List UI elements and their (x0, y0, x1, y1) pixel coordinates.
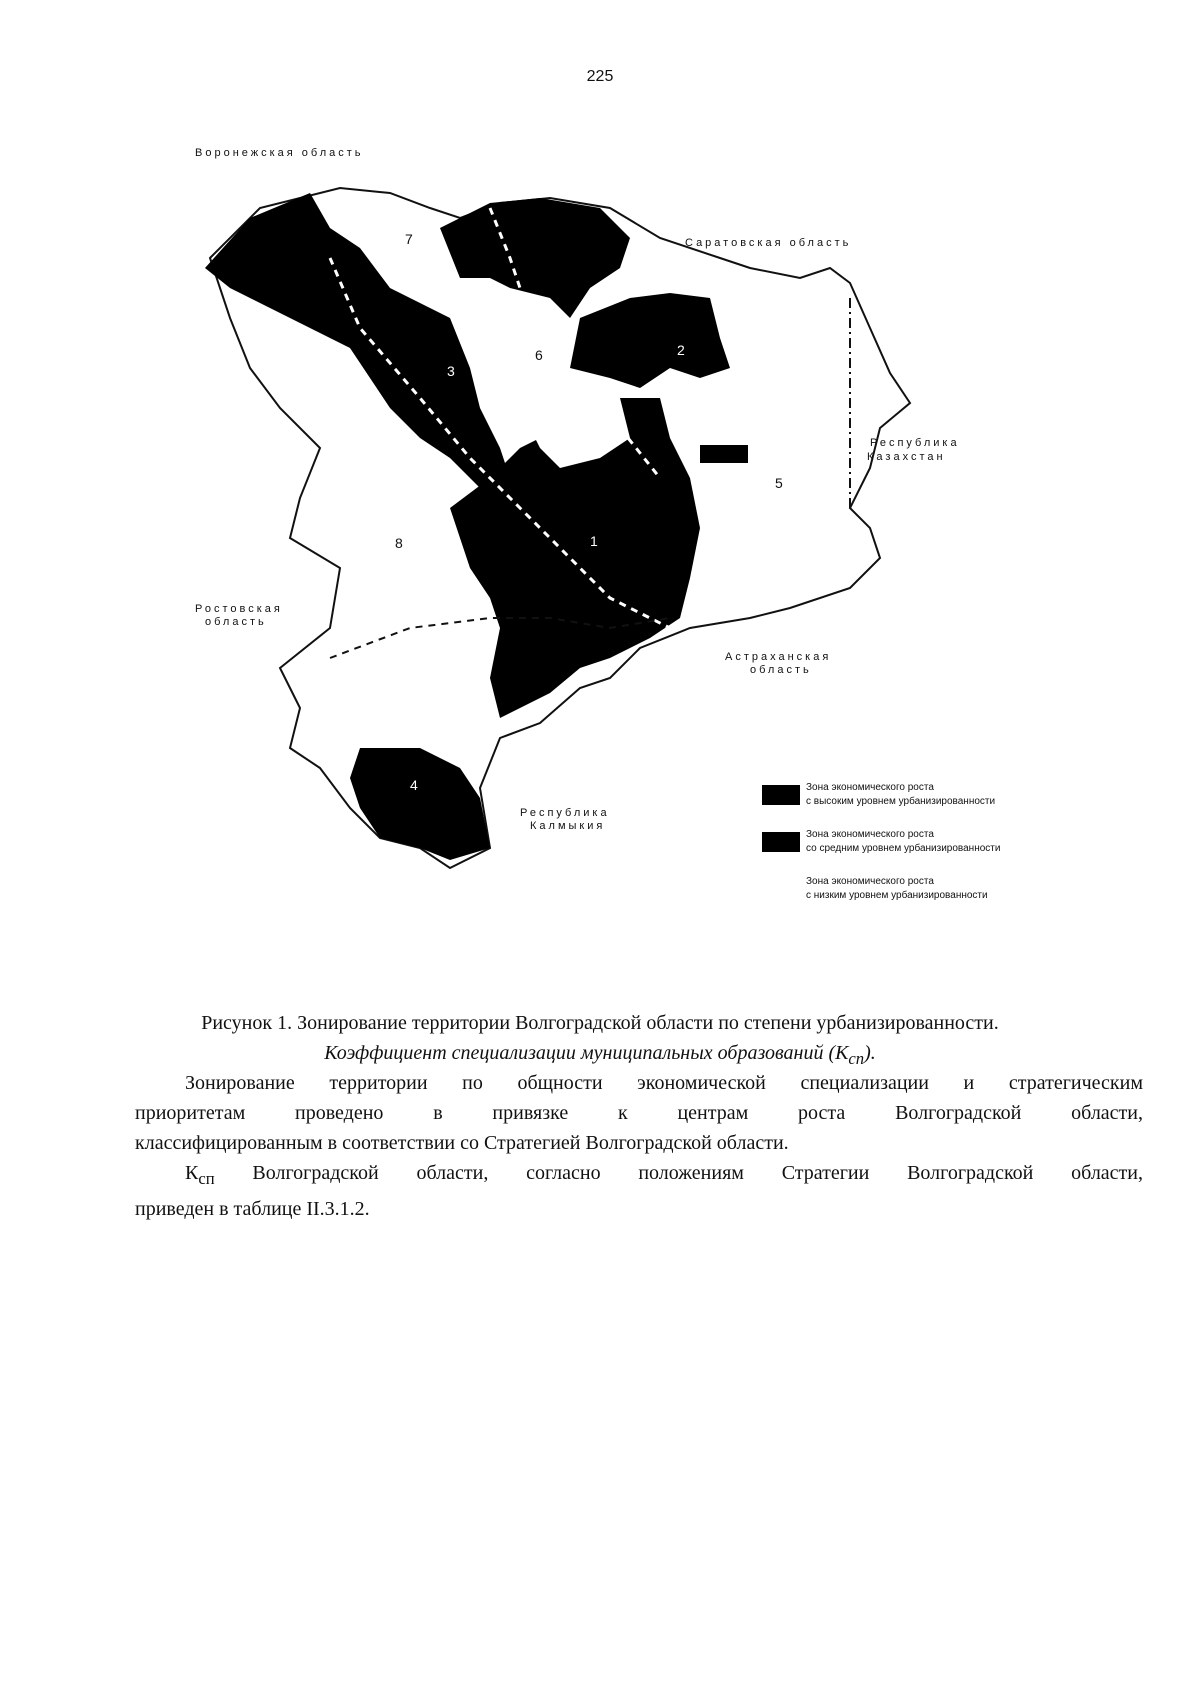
zone-number-6: 6 (535, 347, 543, 363)
label-voronezh: Воронежская область (195, 148, 364, 159)
label-astrakhan-2: область (750, 664, 812, 676)
legend-text-medium: Зона экономического роста со средним уровнем урбанизированности (806, 829, 1001, 854)
paragraph-2-sub: сп (198, 1169, 215, 1188)
label-kalmykia-1: Республика (520, 807, 610, 819)
label-kazakhstan-2: Казахстан (867, 451, 946, 463)
zone-connector (700, 445, 748, 463)
label-rostov-2: область (205, 616, 267, 628)
paragraph-1-line-1: Зонирование территории по общности экономической специализации и стратегическим (185, 1072, 1143, 1094)
label-saratov: Саратовская область (685, 237, 852, 249)
paragraph-1-line-2: приоритетам проведено в привязке к центрам роста Волгоградской области, (135, 1102, 1143, 1124)
paragraph-2-line-2: приведен в таблице II.3.1.2. (135, 1198, 370, 1220)
zone-number-2: 2 (677, 342, 685, 358)
legend-swatch-low (762, 879, 800, 899)
zone-number-5: 5 (775, 475, 783, 491)
zone-number-3: 3 (447, 363, 455, 379)
body-text (135, 1068, 1143, 1224)
map-legend (762, 781, 1062, 922)
zone-number-1: 1 (590, 533, 598, 549)
label-kazakhstan-1: Республика (870, 437, 960, 449)
paragraph-2-k: К (185, 1162, 199, 1184)
legend-swatch-high (762, 785, 800, 805)
page-number: 225 (586, 68, 614, 85)
paragraph-1 (135, 1068, 1143, 1098)
caption-subtitle-sub: сп (848, 1049, 865, 1068)
zone-number-8: 8 (395, 535, 403, 551)
legend-text-high: Зона экономического роста с высоким уровнем урбанизированности (806, 782, 996, 807)
legend-text-low: Зона экономического роста с низким уровнем урбанизированности (806, 876, 988, 901)
paragraph-2-rest: Волгоградской области, согласно положениям Стратегии Волгоградской области, (214, 1162, 1143, 1184)
zone-number-4: 4 (410, 777, 418, 793)
paragraph-2 (135, 1158, 1143, 1194)
paragraph-1-line-3: классифицированным в соответствии со Стратегией Волгоградской области. (135, 1132, 789, 1154)
legend-swatch-medium (762, 832, 800, 852)
legend-item-low (762, 875, 1062, 909)
label-astrakhan-1: Астраханская (725, 651, 832, 663)
legend-item-high (762, 781, 1062, 815)
figure-caption (0, 1008, 1200, 1074)
label-rostov-1: Ростовская (195, 603, 283, 615)
legend-item-medium (762, 828, 1062, 862)
zone-number-7: 7 (405, 231, 413, 247)
caption-subtitle-end: ). (864, 1042, 876, 1064)
label-kalmykia-2: Калмыкия (530, 820, 606, 832)
caption-title: Рисунок 1. Зонирование территории Волгоградской области по степени урбанизированности. (201, 1012, 999, 1034)
caption-subtitle-main: Коэффициент специализации муниципальных образований (К (324, 1042, 849, 1064)
